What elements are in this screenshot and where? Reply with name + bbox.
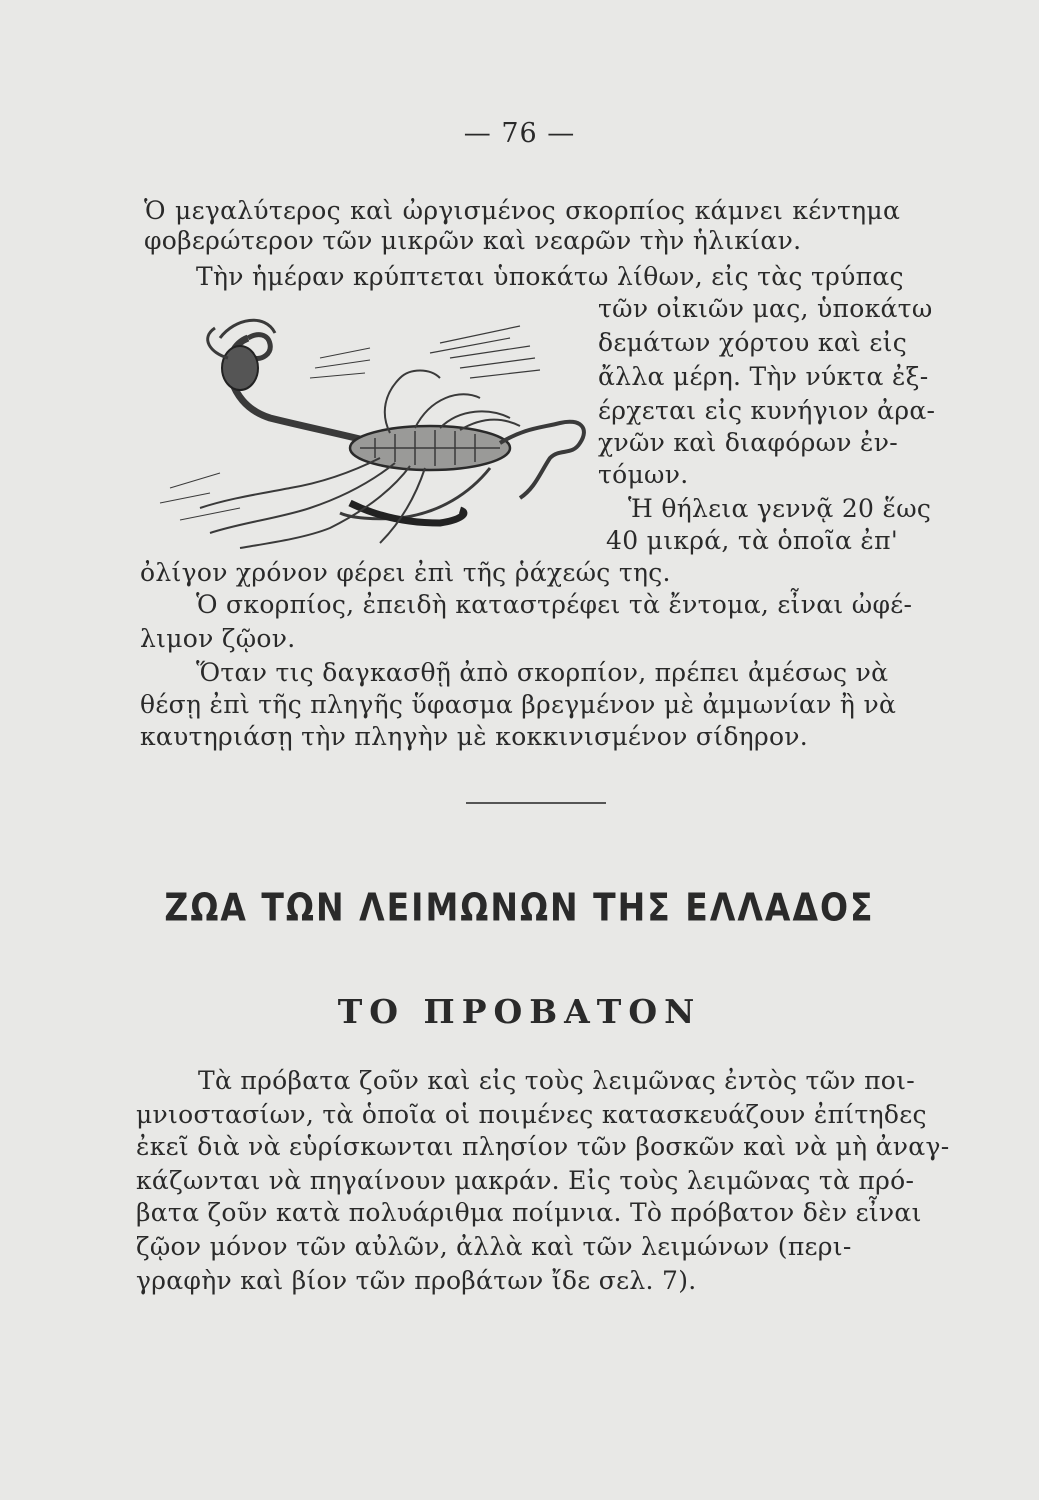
text-line: Ὁ σκορπίος, ἐπειδὴ καταστρέφει τὰ ἔντομα, εἶναι ὠφέ- <box>196 590 913 619</box>
section-heading: ΖΩΑ ΤΩΝ ΛΕΙΜΩΝΩΝ ΤΗΣ ΕΛΛΑΔΟΣ <box>164 885 875 930</box>
article-line: Τὰ πρόβατα ζοῦν καὶ εἰς τοὺς λειμῶνας ἐντὸς τῶν ποι- <box>198 1066 916 1095</box>
text-line: Ἡ θήλεια γεννᾷ 20 ἕως <box>628 494 932 523</box>
article-title: ΤΟ ΠΡΟΒΑΤΟΝ <box>337 992 702 1031</box>
text-line: ἄλλα μέρη. Τὴν νύκτα ἐξ- <box>598 362 929 391</box>
text-line: τῶν οἰκιῶν μας, ὑποκάτω <box>598 294 933 323</box>
article-line: ζῷον μόνον τῶν αὐλῶν, ἀλλὰ καὶ τῶν λειμώνων (περι- <box>136 1232 852 1261</box>
text-line: τόμων. <box>598 460 689 489</box>
article-line: μνιοστασίων, τὰ ὁποῖα οἱ ποιμένες κατασκευάζουν ἐπίτηδες <box>136 1100 927 1129</box>
text-line: Ὅταν τις δαγκασθῇ ἀπὸ σκορπίον, πρέπει ἀμέσως νὰ <box>196 658 889 687</box>
text-line: φοβερώτερον τῶν μικρῶν καὶ νεαρῶν τὴν ἡλικίαν. <box>144 226 802 255</box>
article-line: κάζωνται νὰ πηγαίνουν μακράν. Εἰς τοὺς λειμῶνας τὰ πρό- <box>136 1166 915 1195</box>
text-line: 40 μικρά, τὰ ὁποῖα ἐπ' <box>606 526 899 555</box>
text-line: χνῶν καὶ διαφόρων ἐν- <box>598 428 899 457</box>
text-line: καυτηριάσῃ τὴν πληγὴν μὲ κοκκινισμένον σίδηρον. <box>140 722 809 751</box>
section-divider <box>466 802 606 804</box>
text-line: Ὁ μεγαλύτερος καὶ ὠργισμένος σκορπίος κάμνει κέντημα <box>144 196 901 225</box>
article-line: βατα ζοῦν κατὰ πολυάριθμα ποίμνια. Τὸ πρόβατον δὲν εἶναι <box>136 1198 922 1227</box>
article-line: γραφὴν καὶ βίον τῶν προβάτων ἴδε σελ. 7). <box>136 1266 697 1295</box>
text-line: δεμάτων χόρτου καὶ εἰς <box>598 328 908 357</box>
page-number: — 76 — <box>463 118 576 149</box>
text-line: θέσῃ ἐπὶ τῆς πληγῆς ὕφασμα βρεγμένον μὲ ἀμμωνίαν ἢ νὰ <box>140 690 897 719</box>
text-line: ὀλίγον χρόνον φέρει ἐπὶ τῆς ῥάχεώς της. <box>140 558 671 587</box>
scorpion-illustration <box>140 298 595 560</box>
text-line: έρχεται εἰς κυνήγιον ἀρα- <box>598 396 936 425</box>
article-line: ἐκεῖ διὰ νὰ εὑρίσκωνται πλησίον τῶν βοσκῶν καὶ νὰ μὴ ἀναγ- <box>136 1132 950 1161</box>
text-line: Τὴν ἡμέραν κρύπτεται ὑποκάτω λίθων, εἰς τὰς τρύπας <box>196 262 904 291</box>
text-line: λιμον ζῷον. <box>140 624 296 653</box>
